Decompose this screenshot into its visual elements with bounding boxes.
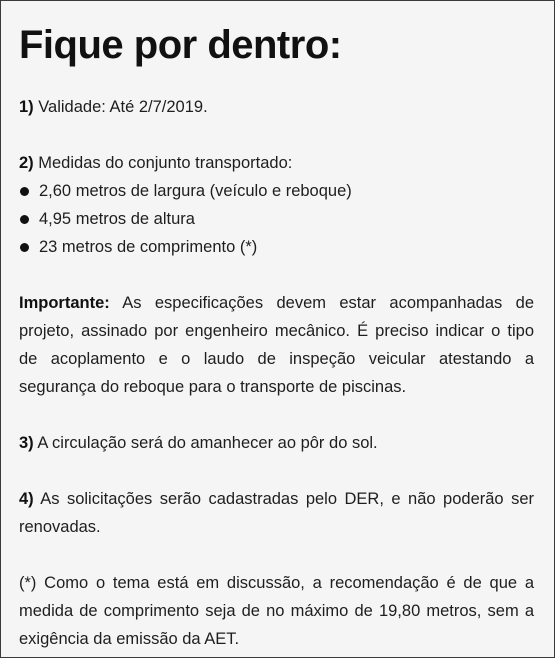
item-importante: [19, 289, 534, 401]
item-text: Validade: Até 2/7/2019.: [33, 98, 208, 116]
item-number: 1): [19, 98, 34, 116]
item-validade: [19, 93, 534, 121]
item-text: As especificações devem estar acompanhadas de projeto, assinado por engenheiro mecânico. É preciso indicar o tipo de acoplamento e o laudo de inspeção veicular atestando a segurança do reboque para o transporte de piscinas.: [19, 294, 534, 396]
bullet-icon: [20, 243, 29, 252]
medidas-list: [19, 177, 534, 261]
bullet-icon: [20, 187, 29, 196]
footnote: (*) Como o tema está em discussão, a recomendação é de que a medida de comprimento seja de no máximo de 19,80 metros, sem a exigência da emissão da AET.: [19, 574, 534, 648]
importante-label: Importante:: [19, 294, 110, 312]
item-number: 4): [19, 490, 34, 508]
item-number: 2): [19, 154, 34, 172]
item-solicitacoes: [19, 485, 534, 541]
item-medidas: [19, 149, 534, 177]
box-title: Fique por dentro:: [19, 23, 342, 67]
item-number: 3): [19, 434, 34, 452]
item-text: Medidas do conjunto transportado:: [33, 154, 293, 172]
item-text: A circulação será do amanhecer ao pôr do sol.: [33, 434, 378, 452]
box-body: [19, 93, 534, 653]
list-item: 2,60 metros de largura (veículo e reboque): [19, 177, 534, 205]
bullet-icon: [20, 215, 29, 224]
item-text: As solicitações serão cadastradas pelo DER, e não poderão ser renovadas.: [19, 490, 534, 536]
item-circulacao: [19, 429, 534, 457]
list-item: 23 metros de comprimento (*): [19, 233, 534, 261]
list-item: 4,95 metros de altura: [19, 205, 534, 233]
